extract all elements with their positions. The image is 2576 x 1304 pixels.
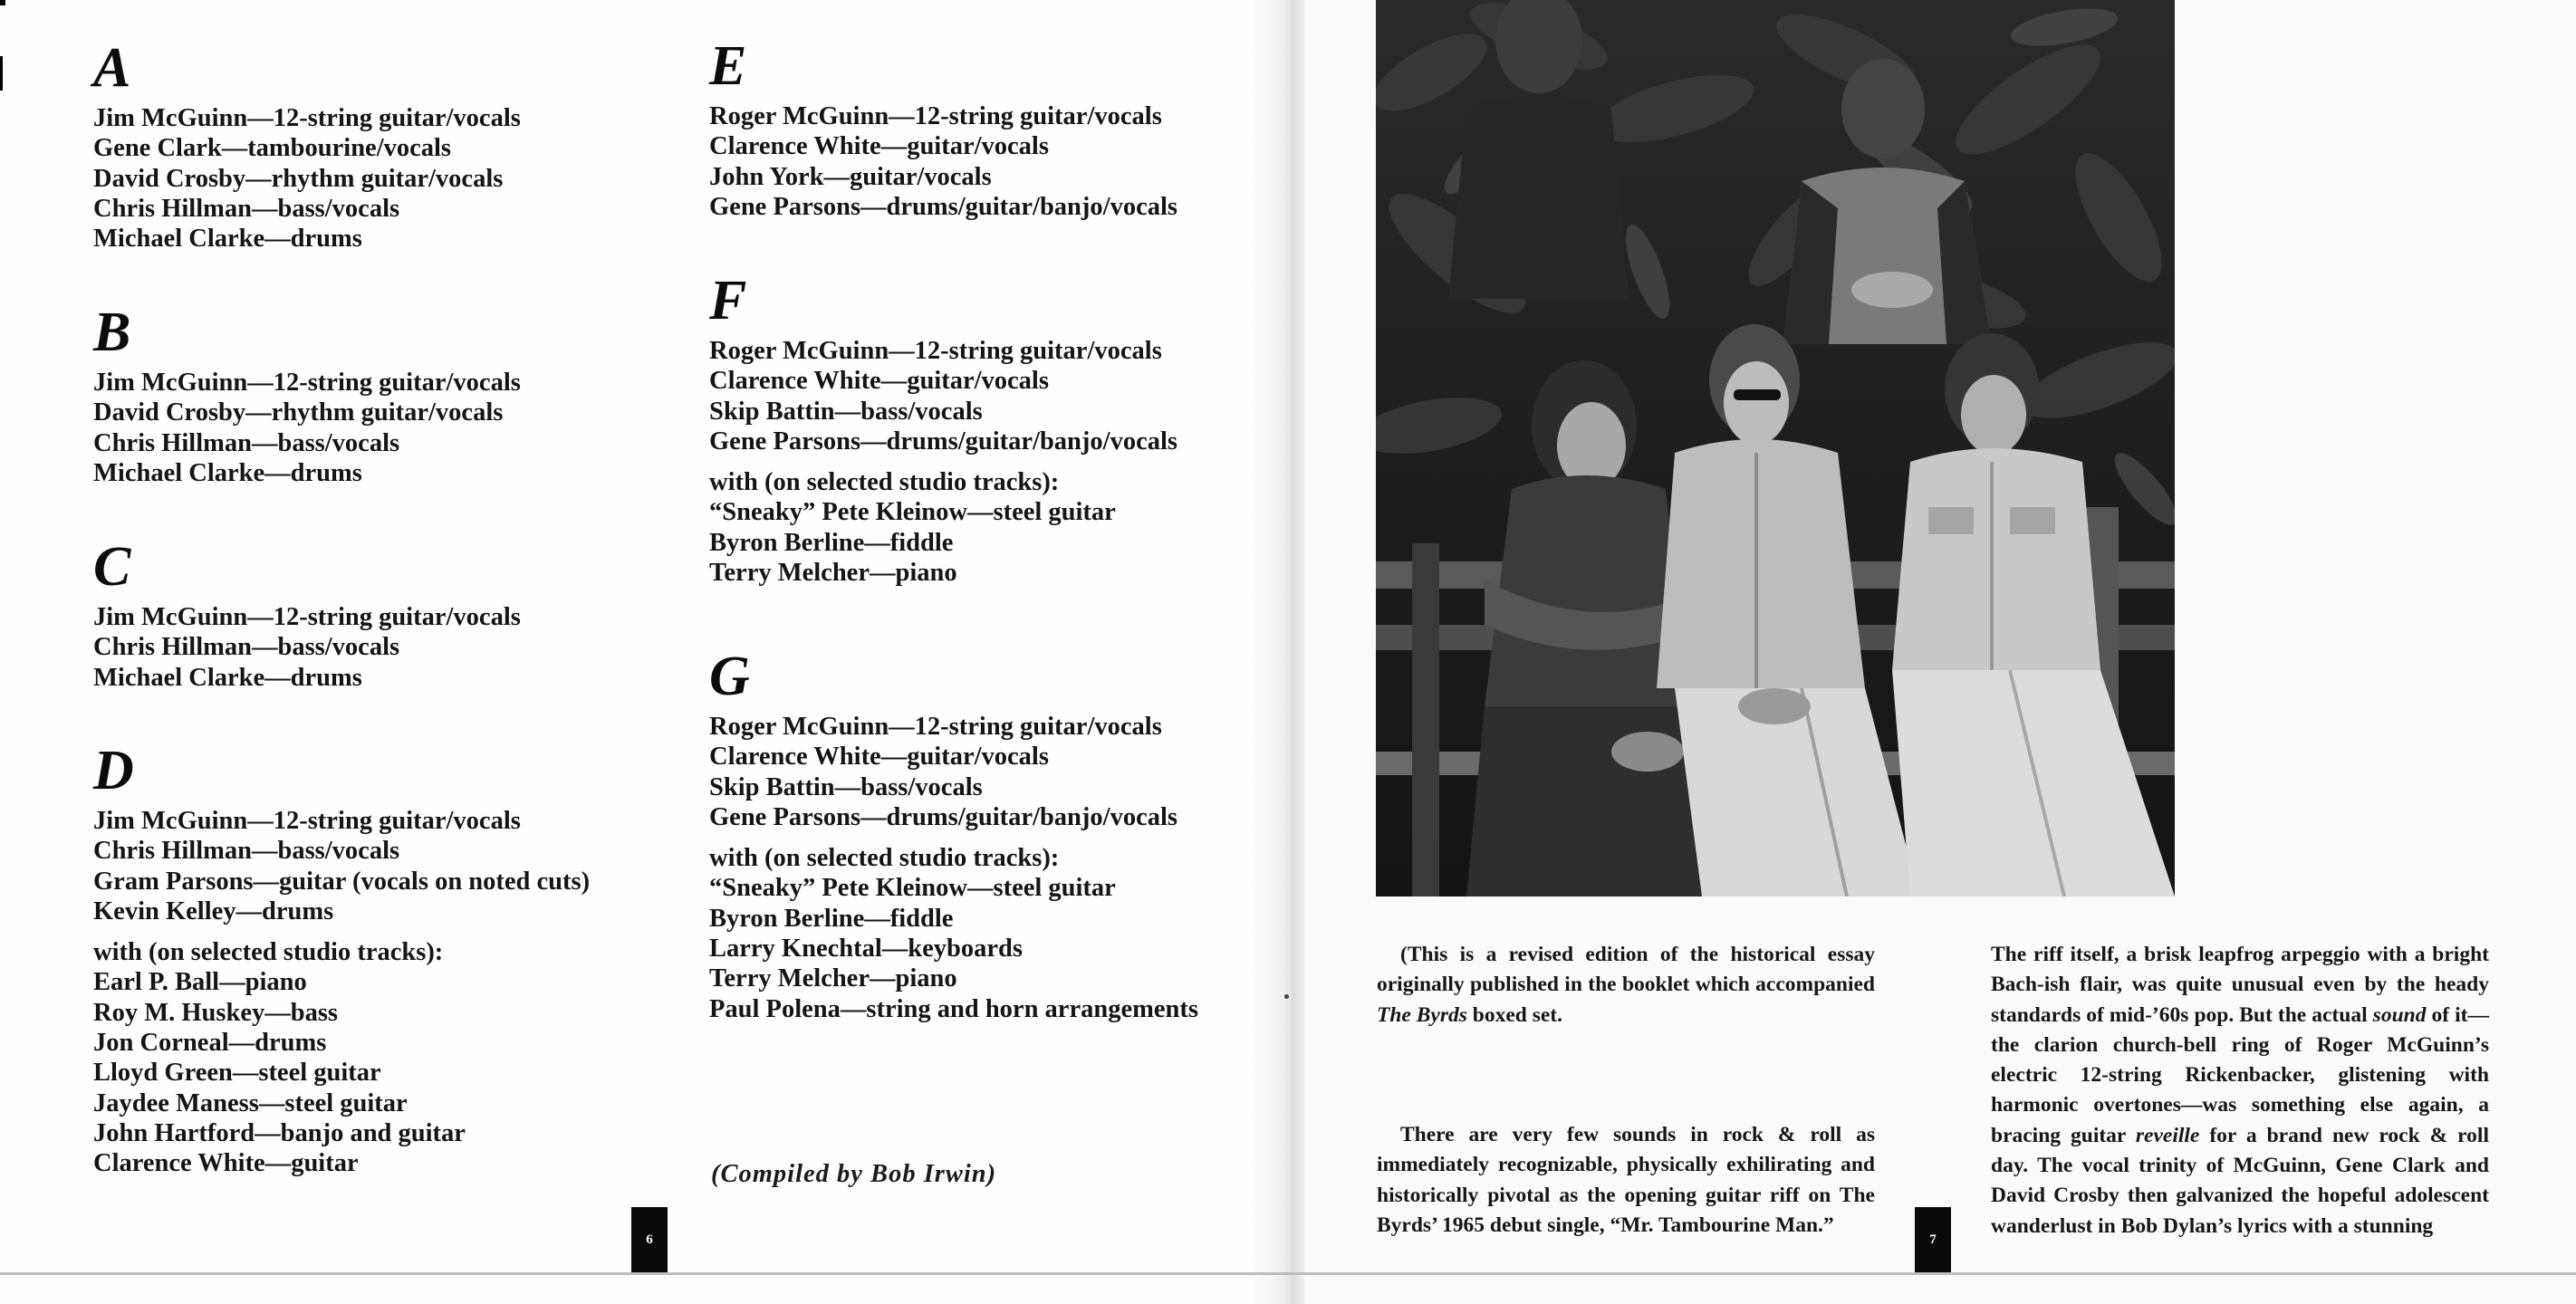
member-list [93, 103, 764, 254]
essay-text: for a brand new rock & roll day. The vocal trinity of McGuinn, Gene Clark and David Crosby then galvanized the hopeful adolescent wanderlust in Bob Dylan’s lyrics with a stunning [1991, 1123, 2489, 1238]
essay-text: of it—the clarion church-bell ring of Roger McGuinn’s electric 12-string Rickenbacker, glistening with harmonic overtones—was something else again, a bracing guitar [1991, 1002, 2489, 1147]
lineup-letter: C [93, 536, 131, 598]
guest-musicians [93, 937, 764, 1178]
guest-line: “Sneaky” Pete Kleinow—steel guitar [709, 874, 1116, 903]
guest-line: John Hartford—banjo and guitar [93, 1118, 466, 1147]
lineup-letter: F [709, 270, 747, 331]
intro-lead: (This is a revised edition of the historical essay originally published in the booklet which accompanied [1377, 943, 1875, 997]
guest-line: Byron Berline—fiddle [709, 904, 954, 933]
page-bottom-edge [0, 1272, 2576, 1275]
member-line: Gene Parsons—drums/guitar/banjo/vocals [709, 427, 1177, 455]
essay-emphasis: reveille [2135, 1123, 2200, 1147]
guest-line: “Sneaky” Pete Kleinow—steel guitar [709, 498, 1116, 527]
member-line: David Crosby—rhythm guitar/vocals [93, 398, 504, 427]
member-line: Roger McGuinn—12-string guitar/vocals [709, 337, 1162, 365]
essay-opening [1377, 1120, 1875, 1241]
member-line: Jim McGuinn—12-string guitar/vocals [93, 807, 521, 835]
member-line: Clarence White—guitar/vocals [709, 367, 1049, 396]
guest-line: Terry Melcher—piano [709, 964, 957, 993]
lineup-b [93, 304, 764, 488]
essay-intro [1377, 940, 1875, 1031]
member-list [93, 368, 764, 488]
member-line: Chris Hillman—bass/vocals [93, 194, 400, 223]
member-line: Skip Battin—bass/vocals [709, 772, 983, 801]
intro-paragraph [1377, 940, 1875, 1031]
member-line: David Crosby—rhythm guitar/vocals [93, 164, 504, 193]
member-line: John York—guitar/vocals [709, 162, 992, 191]
member-line: Michael Clarke—drums [93, 458, 362, 487]
page-number: 6 [631, 1207, 668, 1272]
lineup-c [93, 536, 764, 693]
member-line: Gene Clark—tambourine/vocals [93, 134, 452, 163]
guest-line: Paul Polena—string and horn arrangements [709, 994, 1198, 1023]
guest-line: Clarence White—guitar [93, 1149, 359, 1178]
guest-intro: with (on selected studio tracks): [709, 468, 1060, 497]
essay-text: The riff itself, a brisk leapfrog arpeggio with a bright Bach-ish flair, was quite unusual even by the heady standards of mid-’60s pop. But the actual [1991, 943, 2489, 1027]
print-speck [1284, 994, 1289, 999]
member-line: Michael Clarke—drums [93, 225, 362, 254]
compiler-credit: (Compiled by Bob Irwin) [711, 1160, 997, 1188]
member-line: Roger McGuinn—12-string guitar/vocals [709, 102, 1162, 130]
lineup-a [93, 37, 764, 254]
guest-line: Byron Berline—fiddle [709, 528, 954, 557]
member-line: Jim McGuinn—12-string guitar/vocals [93, 369, 521, 397]
member-line: Chris Hillman—bass/vocals [93, 428, 400, 457]
guest-line: Earl P. Ball—piano [93, 968, 307, 997]
lineup-d [93, 740, 764, 1179]
guest-intro: with (on selected studio tracks): [93, 938, 444, 967]
member-line: Gram Parsons—guitar (vocals on noted cuts) [93, 867, 591, 896]
guest-line: Terry Melcher—piano [709, 559, 957, 588]
guest-line: Jaydee Maness—steel guitar [93, 1088, 408, 1117]
lineup-letter: A [93, 37, 131, 99]
member-line: Michael Clarke—drums [93, 663, 362, 692]
guest-line: Larry Knechtal—keyboards [709, 935, 1023, 964]
guest-line: Lloyd Green—steel guitar [93, 1059, 381, 1088]
intro-title: The Byrds [1377, 1002, 1467, 1027]
book-gutter [1250, 0, 1304, 1304]
essay-column-2 [1991, 940, 2489, 1242]
band-photo [1376, 0, 2175, 896]
member-list [93, 602, 764, 693]
essay-emphasis: sound [2372, 1002, 2427, 1027]
lineup-letter: G [709, 646, 750, 707]
member-line: Kevin Kelley—drums [93, 896, 334, 925]
lineup-letter: D [93, 740, 134, 801]
guest-intro: with (on selected studio tracks): [709, 844, 1060, 873]
member-line: Jim McGuinn—12-string guitar/vocals [93, 104, 521, 132]
crop-mark [0, 56, 3, 91]
member-line: Clarence White—guitar/vocals [709, 743, 1049, 772]
member-line: Chris Hillman—bass/vocals [93, 633, 400, 662]
guest-line: Roy M. Huskey—bass [93, 998, 338, 1027]
essay-paragraph: There are very few sounds in rock & roll as immediately recognizable, physically exhilirating and historically pivotal as the opening guitar riff on The Byrds’ 1965 debut single, “Mr. Tambourine Man.” [1377, 1123, 1875, 1237]
crop-mark [0, 0, 5, 5]
member-line: Clarence White—guitar/vocals [709, 132, 1049, 161]
guest-list [93, 967, 764, 1178]
band-photo-illustration [1376, 0, 2175, 896]
member-line: Skip Battin—bass/vocals [709, 397, 983, 426]
intro-tail: boxed set. [1466, 1002, 1562, 1027]
guest-line: Jon Corneal—drums [93, 1029, 327, 1058]
member-line: Gene Parsons—drums/guitar/banjo/vocals [709, 192, 1177, 221]
member-line: Chris Hillman—bass/vocals [93, 837, 400, 866]
page-number: 7 [1915, 1207, 1951, 1272]
lineup-letter: E [709, 35, 747, 97]
lineup-letter: B [93, 302, 131, 363]
member-line: Roger McGuinn—12-string guitar/vocals [709, 713, 1162, 741]
member-list [93, 806, 764, 926]
essay-paragraph [1991, 940, 2489, 1242]
member-line: Jim McGuinn—12-string guitar/vocals [93, 603, 521, 631]
member-line: Gene Parsons—drums/guitar/banjo/vocals [709, 802, 1177, 831]
